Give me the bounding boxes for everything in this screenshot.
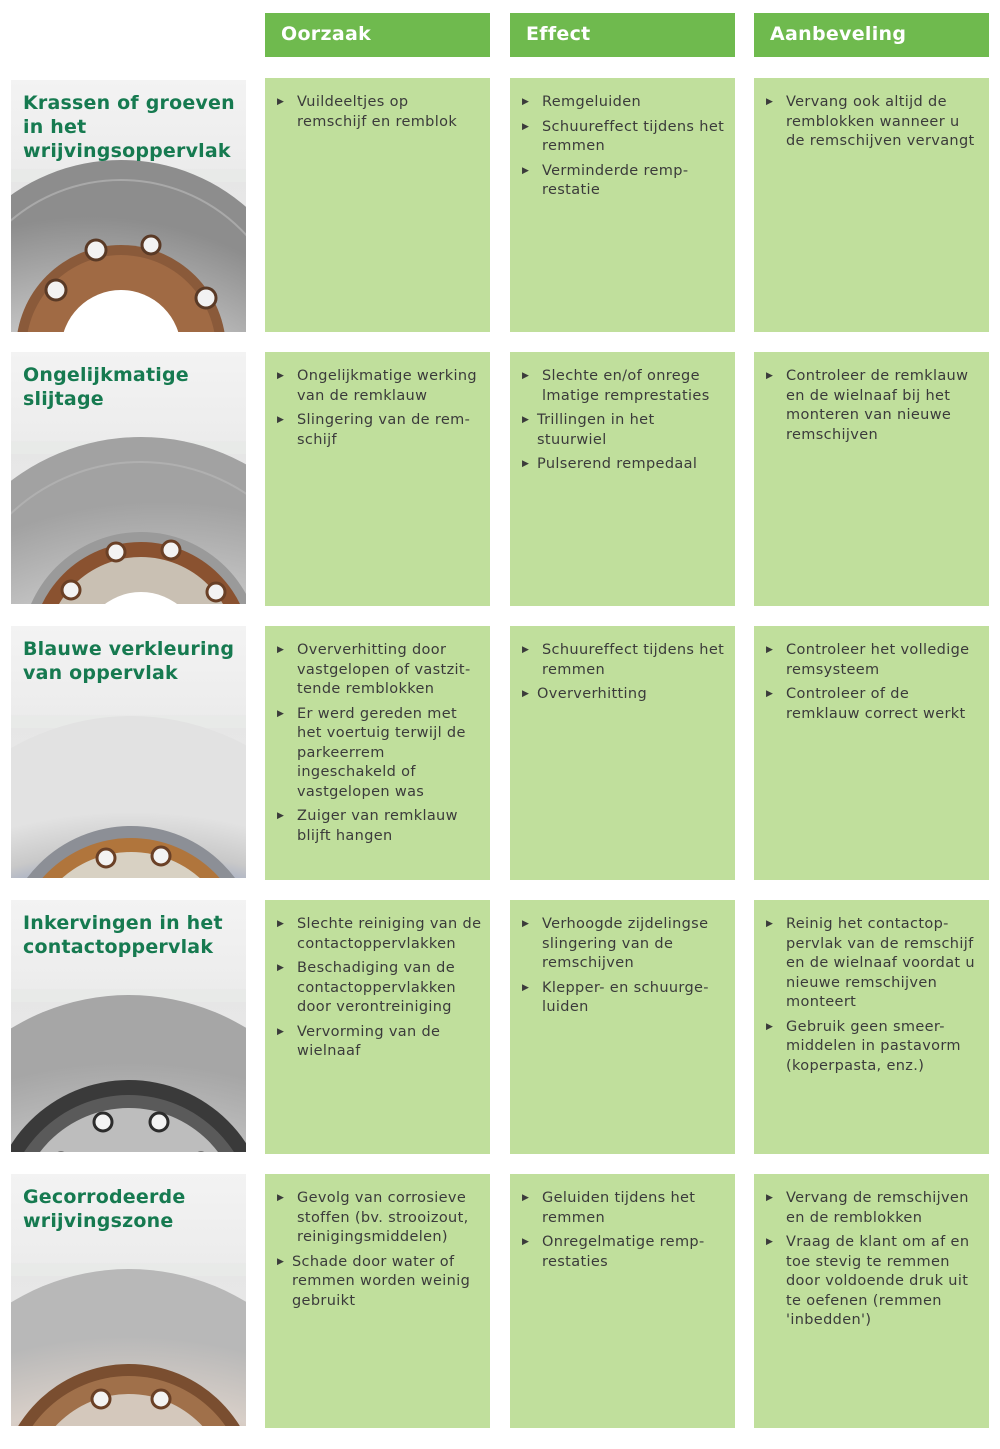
oorzaak-item: ▶ Slechte reiniging van de contactoppervlakken xyxy=(277,915,482,954)
aanbeveling-cell xyxy=(754,78,989,332)
effect-item: ▶ Verminderde remp-restatie xyxy=(522,162,727,201)
oorzaak-item: ▶ Slingering van de rem-schijf xyxy=(277,411,482,450)
effect-item: ▶ Onregelmatige remp-restaties xyxy=(522,1233,727,1272)
effect-item: ▶ Klepper- en schuurge-luiden xyxy=(522,979,727,1018)
oorzaak-cell xyxy=(265,626,490,880)
aanbeveling-item: ▶ Vervang de remschijven en de remblokken xyxy=(766,1189,981,1228)
effect-item: ▶ Schuureffect tijdens het remmen xyxy=(522,641,727,680)
aanbeveling-item: ▶ Vraag de klant om af en toe stevig te remmen door voldoende druk uit te oefenen (remmen 'inbedden') xyxy=(766,1233,981,1331)
aanbeveling-cell xyxy=(754,1174,989,1428)
oorzaak-cell xyxy=(265,352,490,606)
header-effect: Effect xyxy=(510,13,735,57)
effect-cell xyxy=(510,626,735,880)
effect-cell xyxy=(510,1174,735,1428)
header-aanbeveling: Aanbeveling xyxy=(754,13,989,57)
effect-item: ▶ Trillingen in het stuurwiel xyxy=(522,411,727,450)
row-image-uneven-wear xyxy=(11,352,246,604)
oorzaak-item: ▶ Ongelijkmatige werking van de remklauw xyxy=(277,367,482,406)
aanbeveling-item: ▶ Reinig het contactop-pervlak van de remschijf en de wielnaaf voordat u nieuwe remschijven monteert xyxy=(766,915,981,1013)
aanbeveling-item: ▶ Gebruik geen smeer-middelen in pastavorm (koperpasta, enz.) xyxy=(766,1018,981,1077)
oorzaak-item: ▶ Gevolg van corrosieve stoffen (bv. strooizout, reinigingsmiddelen) xyxy=(277,1189,482,1248)
oorzaak-item: ▶ Er werd gereden met het voertuig terwijl de parkeerrem ingeschakeld of vastgelopen was xyxy=(277,705,482,803)
row-title: Inkervingen in het contactoppervlak xyxy=(23,912,223,958)
oorzaak-item: ▶ Zuiger van remklauw blijft hangen xyxy=(277,807,482,846)
row-image-scratched xyxy=(11,80,246,332)
effect-cell xyxy=(510,78,735,332)
oorzaak-cell xyxy=(265,1174,490,1428)
effect-item: ▶ Schuureffect tijdens het remmen xyxy=(522,118,727,157)
aanbeveling-item: ▶ Controleer de remklauw en de wielnaaf bij het monteren van nieuwe remschijven xyxy=(766,367,981,445)
row-image-notched xyxy=(11,900,246,1152)
aanbeveling-cell xyxy=(754,352,989,606)
effect-item: ▶ Remgeluiden xyxy=(522,93,727,113)
row-title: Ongelijkmatige slijtage xyxy=(23,364,189,410)
oorzaak-cell xyxy=(265,900,490,1154)
row-title: Gecorrodeerde wrijvingszone xyxy=(23,1186,186,1232)
aanbeveling-item: ▶ Controleer het volledige remsysteem xyxy=(766,641,981,680)
aanbeveling-item: ▶ Controleer of de remklauw correct werkt xyxy=(766,685,981,724)
aanbeveling-item: ▶ Vervang ook altijd de remblokken wanneer u de remschijven vervangt xyxy=(766,93,981,152)
row-title: Krassen of groeven in het wrijvingsoppervlak xyxy=(23,92,235,162)
row-title: Blauwe verkleuring van oppervlak xyxy=(23,638,235,684)
row-image-blue-discoloration xyxy=(11,626,246,878)
aanbeveling-cell xyxy=(754,900,989,1154)
oorzaak-item: ▶ Oververhitting door vastgelopen of vastzit-tende remblokken xyxy=(277,641,482,700)
effect-cell xyxy=(510,900,735,1154)
oorzaak-item: ▶ Beschadiging van de contactoppervlakken door verontreiniging xyxy=(277,959,482,1018)
oorzaak-cell xyxy=(265,78,490,332)
effect-item: ▶ Pulserend rempedaal xyxy=(522,455,727,475)
effect-item: ▶ Verhoogde zijdelingse slingering van de remschijven xyxy=(522,915,727,974)
header-oorzaak: Oorzaak xyxy=(265,13,490,57)
oorzaak-item: ▶ Schade door water of remmen worden weinig gebruikt xyxy=(277,1253,482,1312)
effect-cell xyxy=(510,352,735,606)
effect-item: ▶ Slechte en/of onrege lmatige remprestaties xyxy=(522,367,727,406)
effect-item: ▶ Geluiden tijdens het remmen xyxy=(522,1189,727,1228)
oorzaak-item: ▶ Vuildeeltjes op remschijf en remblok xyxy=(277,93,482,132)
aanbeveling-cell xyxy=(754,626,989,880)
oorzaak-item: ▶ Vervorming van de wielnaaf xyxy=(277,1023,482,1062)
effect-item: ▶ Oververhitting xyxy=(522,685,727,705)
row-image-corroded xyxy=(11,1174,246,1426)
